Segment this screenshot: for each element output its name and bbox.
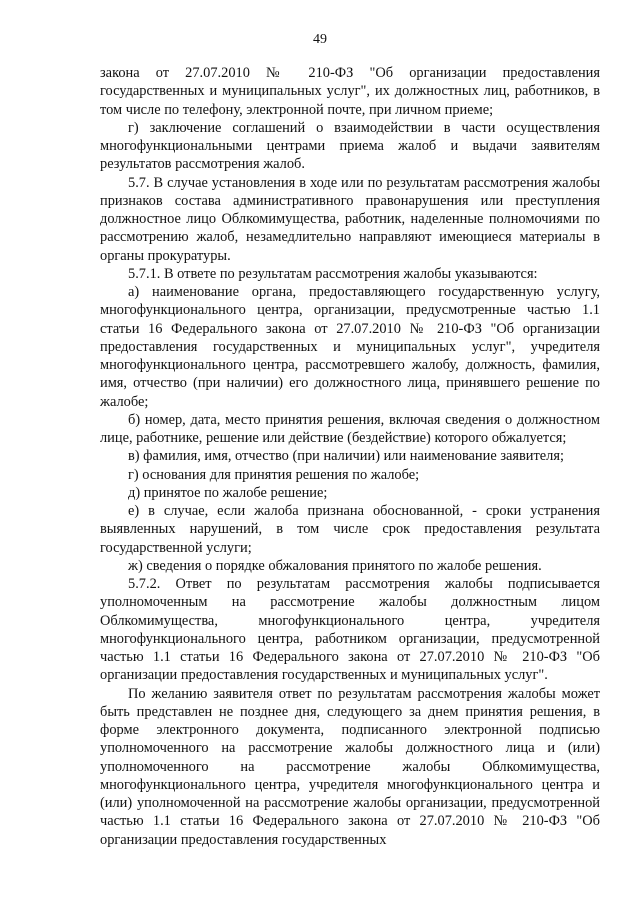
- paragraph-item-a: а) наименование органа, предоставляющего государственную услугу, многофункционального центра, организации, предусмотренные частью 1.1 статьи 16 Федерального закона от 27.07.2010 № 210-ФЗ "Об организации предоставления государственных и муниципальных услуг", учредителя многофункционального центра, рассмотревшего жалобу, должность, фамилия, имя, отчество (при наличии) его должностного лица, принявшего решение по жалобе;: [100, 284, 600, 410]
- paragraph-item-g: г) основания для принятия решения по жалобе;: [128, 466, 420, 483]
- paragraph-item-g-agreements: г) заключение соглашений о взаимодействии в части осуществления многофункциональными центрами приема жалоб и выдачи заявителям результатов рассмотрения жалоб.: [100, 119, 600, 173]
- paragraph-item-v: в) фамилия, имя, отчество (при наличии) или наименование заявителя;: [128, 448, 564, 465]
- paragraph-item-b: б) номер, дата, место принятия решения, включая сведения о должностном лице, работнике, решение или действие (бездействие) которого обжалуется;: [100, 411, 600, 446]
- paragraph-item-zh: ж) сведения о порядке обжалования принятого по жалобе решения.: [128, 557, 542, 574]
- paragraph-item-e: е) в случае, если жалоба признана обоснованной, - сроки устранения выявленных нарушений, в том числе срок предоставления результата государственной услуги;: [100, 503, 600, 556]
- paragraph-5-7-2: 5.7.2. Ответ по результатам рассмотрения жалобы подписывается уполномоченным на рассмотрение жалобы должностным лицом Облкомимущества, многофункционального центра, учредителя многофункционального центра, работником организации, предусмотренной частью 1.1 статьи 16 Федерального закона от 27.07.2010 № 210-ФЗ "Об организации предоставления государственных и муниципальных услуг".: [100, 576, 600, 684]
- paragraph-continuation: закона от 27.07.2010 № 210-ФЗ "Об организации предоставления государственных и муниципальных услуг", их должностных лиц, работников, в том числе по телефону, электронной почте, при личном приеме;: [100, 65, 600, 118]
- paragraph-item-d: д) принятое по жалобе решение;: [128, 484, 328, 501]
- page-number: 49: [313, 32, 327, 47]
- paragraph-5-7-1: 5.7.1. В ответе по результатам рассмотрения жалобы указываются:: [128, 265, 538, 282]
- document-body: [100, 64, 600, 849]
- paragraph-5-7: 5.7. В случае установления в ходе или по результатам рассмотрения жалобы признаков состава административного правонарушения или преступления должностное лицо Облкомимущества, работник, наделенные полномочиями по рассмотрению жалоб, незамедлительно направляют имеющиеся материалы в органы прокуратуры.: [100, 174, 600, 264]
- paragraph-electronic-response: По желанию заявителя ответ по результатам рассмотрения жалобы может быть представлен не позднее дня, следующего за днем принятия решения, в форме электронного документа, подписанного электронной подписью уполномоченного на рассмотрение жалобы должностного лица и (или) уполномоченного на рассмотрение жалобы Облкомимущества, многофункционального центра, учредителя многофункционального центра и (или) уполномоченной на рассмотрение жалобы организации, предусмотренной частью 1.1 статьи 16 Федерального закона от 27.07.2010 № 210-ФЗ "Об организации предоставления государственных: [100, 685, 600, 848]
